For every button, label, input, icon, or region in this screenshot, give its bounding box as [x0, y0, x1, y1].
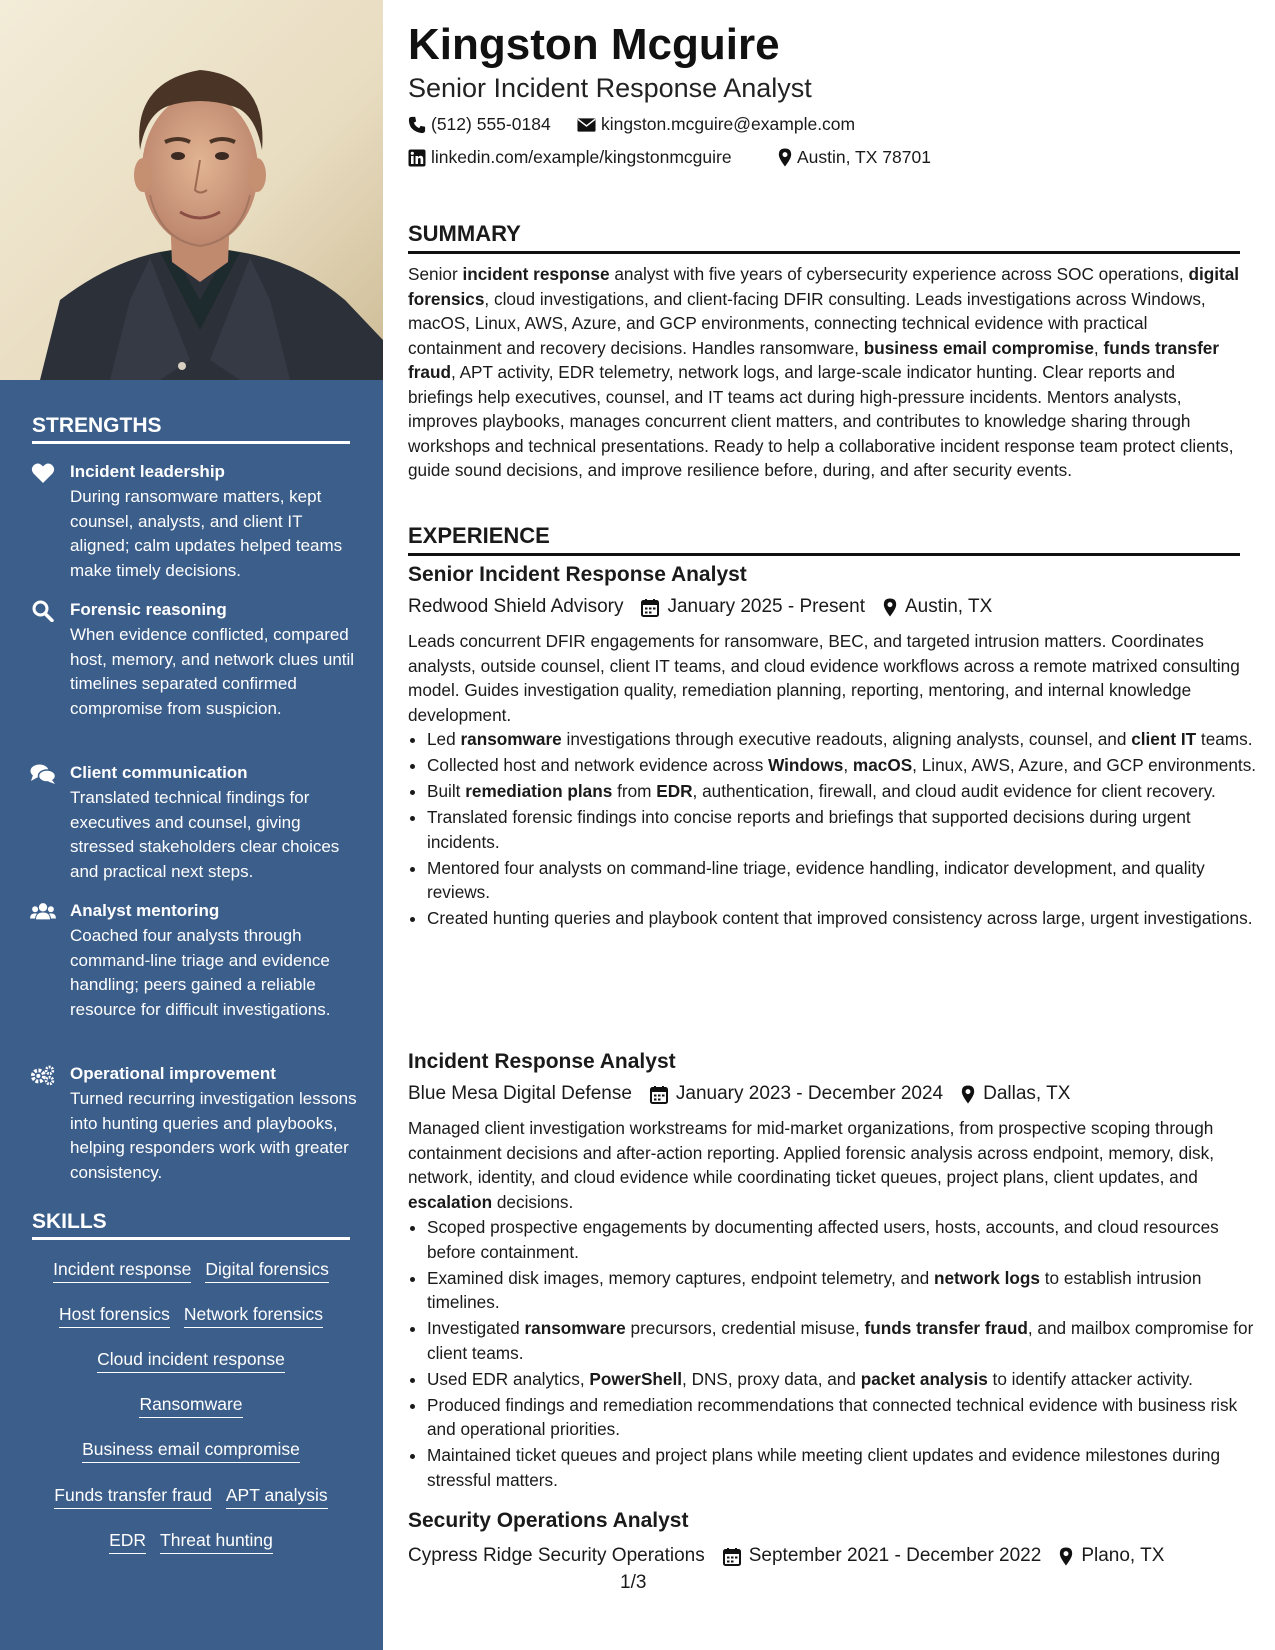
- strength-item: [30, 598, 355, 738]
- strength-description: During ransomware matters, kept counsel, analysts, and client IT aligned; calm updates helped teams make timely decisions.: [70, 487, 343, 580]
- skills-row: [32, 1529, 350, 1554]
- skills-row: [32, 1303, 350, 1328]
- strength-item: [30, 460, 355, 580]
- skill-chip: Ransomware: [139, 1393, 242, 1418]
- location-text: Austin, TX 78701: [797, 147, 931, 167]
- job-company: Blue Mesa Digital Defense: [408, 1083, 632, 1104]
- job-dates: September 2021 - December 2022: [748, 1545, 1042, 1566]
- skill-chip: Digital forensics: [205, 1258, 329, 1283]
- skills-row: [32, 1484, 350, 1509]
- job-dates: January 2025 - Present: [667, 596, 865, 617]
- gears-icon: [30, 1064, 56, 1086]
- skill-chip: Network forensics: [184, 1303, 323, 1328]
- phone-icon: [408, 116, 426, 134]
- job-bullets: [408, 1215, 1259, 1494]
- contact-phone: [408, 114, 551, 135]
- location-pin-icon: [961, 1085, 975, 1104]
- strength-item: [30, 1062, 355, 1182]
- envelope-icon: [577, 117, 596, 133]
- profile-photo: [0, 0, 383, 380]
- skill-chip: EDR: [109, 1529, 146, 1554]
- job-bullet: • Collected host and network evidence across Windows, macOS, Linux, AWS, Azure, and GCP environments.: [427, 753, 1259, 778]
- job-bullet: • Used EDR analytics, PowerShell, DNS, proxy data, and packet analysis to identify attacker activity.: [427, 1367, 1259, 1392]
- heart-icon: [30, 462, 56, 484]
- job-description: Leads concurrent DFIR engagements for ransomware, BEC, and targeted intrusion matters. Coordinates analysts, outside counsel, client IT teams, and cloud evidence workflows across a remote matrixed consulting model. Guides investigation quality, remediation planning, reporting, mentoring, and internal knowledge development.: [408, 631, 1240, 725]
- candidate-name: Kingston Mcguire: [408, 20, 780, 69]
- calendar-icon: [641, 598, 659, 617]
- job-bullets: [408, 727, 1259, 932]
- skills-row: [32, 1258, 350, 1283]
- skills-row: [32, 1348, 350, 1373]
- skill-chip: Business email compromise: [82, 1438, 300, 1463]
- strength-item: [30, 899, 355, 1039]
- strength-title: Incident leadership: [70, 462, 225, 481]
- job-bullet: • Mentored four analysts on command-line triage, evidence handling, indicator development, and quality reviews.: [427, 856, 1259, 905]
- strength-description: Coached four analysts through command-line triage and evidence handling; peers gained a reliable resource for difficult investigations.: [70, 926, 331, 1019]
- linkedin-icon: [408, 149, 426, 167]
- summary-heading: SUMMARY: [408, 221, 1240, 254]
- skills-row: [32, 1393, 350, 1418]
- job-company: Redwood Shield Advisory: [408, 596, 624, 617]
- skill-chip: Incident response: [53, 1258, 191, 1283]
- skill-chip: Host forensics: [59, 1303, 170, 1328]
- skill-chip: Threat hunting: [160, 1529, 273, 1554]
- contact-linkedin: [408, 147, 732, 168]
- job-bullet: • Built remediation plans from EDR, authentication, firewall, and cloud audit evidence for client recovery.: [427, 779, 1259, 804]
- calendar-icon: [723, 1547, 741, 1566]
- skill-chip: Cloud incident response: [97, 1348, 285, 1373]
- location-pin-icon: [778, 148, 792, 167]
- job-bullet: • Maintained ticket queues and project plans while meeting client updates and evidence milestones during stressful matters.: [427, 1443, 1259, 1492]
- job-bullet: • Scoped prospective engagements by documenting affected users, hosts, accounts, and cloud resources before containment.: [427, 1215, 1259, 1264]
- experience-heading: EXPERIENCE: [408, 523, 1240, 556]
- job-title: Senior Incident Response Analyst: [408, 563, 747, 586]
- chat-icon: [30, 763, 56, 785]
- search-icon: [30, 600, 56, 622]
- linkedin-text: linkedin.com/example/kingstonmcguire: [431, 147, 732, 167]
- sidebar: [0, 0, 383, 1650]
- contact-email: [577, 114, 855, 135]
- skill-chip: Funds transfer fraud: [54, 1484, 212, 1509]
- job-meta: [408, 1545, 1164, 1567]
- job-description: Managed client investigation workstreams for mid-market organizations, from prospective scoping through containment decisions and after-action reporting. Applied forensic analysis across endpoint, memory, disk, network, identity, and cloud evidence while coordinating ticket queues, project plans, client updates, and escalation decisions.: [408, 1118, 1214, 1212]
- job-bullet: • Produced findings and remediation recommendations that connected technical evidence with business risk and operational priorities.: [427, 1393, 1259, 1442]
- email-text: kingston.mcguire@example.com: [601, 114, 856, 134]
- job-company: Cypress Ridge Security Operations: [408, 1545, 705, 1566]
- contact-location: [778, 147, 931, 168]
- strength-description: When evidence conflicted, compared host, memory, and network clues until timelines separated confirmed compromise from suspicion.: [70, 625, 355, 718]
- job-meta: [408, 1083, 1070, 1105]
- job-bullet: • Examined disk images, memory captures, endpoint telemetry, and network logs to establish intrusion timelines.: [427, 1266, 1259, 1315]
- job-location: Austin, TX: [904, 596, 993, 617]
- skill-chip: APT analysis: [226, 1484, 328, 1509]
- job-meta: [408, 596, 992, 618]
- job-location: Dallas, TX: [983, 1083, 1071, 1104]
- job-title: Security Operations Analyst: [408, 1509, 689, 1532]
- strength-title: Client communication: [70, 763, 248, 782]
- job-location: Plano, TX: [1081, 1545, 1165, 1566]
- users-icon: [30, 901, 56, 923]
- skills-row: [32, 1438, 350, 1463]
- job-bullet: • Translated forensic findings into concise reports and briefings that supported decisions during urgent incidents.: [427, 805, 1259, 854]
- summary-text: Senior incident response analyst with five years of cybersecurity experience across SOC operations, digital forensics, cloud investigations, and client-facing DFIR consulting. Leads investigations across Windows, macOS, Linux, AWS, Azure, and GCP environments, connecting technical evidence with practical containment and recovery decisions. Handles ransomware, business email compromise, funds transfer fraud, APT activity, EDR telemetry, network logs, and large-scale indicator hunting. Clear reports and briefings help executives, counsel, and IT teams act during high-pressure incidents. Mentors analysts, improves playbooks, manages concurrent client matters, and contributes to knowledge sharing through workshops and technical presentations. Ready to help a collaborative incident response team protect clients, guide sound decisions, and improve resilience before, during, and after security events.: [408, 264, 1240, 480]
- skills-heading: SKILLS: [32, 1210, 350, 1240]
- job-bullet: • Led ransomware investigations through executive readouts, aligning analysts, counsel, and client IT teams.: [427, 727, 1259, 752]
- strength-description: Turned recurring investigation lessons into hunting queries and playbooks, helping responders work with greater consistency.: [70, 1089, 357, 1182]
- phone-text: (512) 555-0184: [431, 114, 551, 134]
- job-dates: January 2023 - December 2024: [675, 1083, 944, 1104]
- strength-description: Translated technical findings for executives and counsel, giving stressed stakeholders clear choices and practical next steps.: [70, 788, 340, 881]
- page-number: 1/3: [620, 1572, 647, 1593]
- candidate-role: Senior Incident Response Analyst: [408, 73, 812, 103]
- location-pin-icon: [883, 598, 897, 617]
- strengths-heading: STRENGTHS: [32, 414, 350, 444]
- strength-item: [30, 761, 355, 881]
- calendar-icon: [650, 1085, 668, 1104]
- strength-title: Forensic reasoning: [70, 600, 227, 619]
- job-bullet: • Investigated ransomware precursors, credential misuse, funds transfer fraud, and mailbox compromise for client teams.: [427, 1316, 1259, 1365]
- job-title: Incident Response Analyst: [408, 1050, 676, 1073]
- strength-title: Analyst mentoring: [70, 901, 220, 920]
- location-pin-icon: [1059, 1547, 1073, 1566]
- job-bullet: • Created hunting queries and playbook content that improved consistency across large, urgent investigations.: [427, 906, 1259, 931]
- strength-title: Operational improvement: [70, 1064, 276, 1083]
